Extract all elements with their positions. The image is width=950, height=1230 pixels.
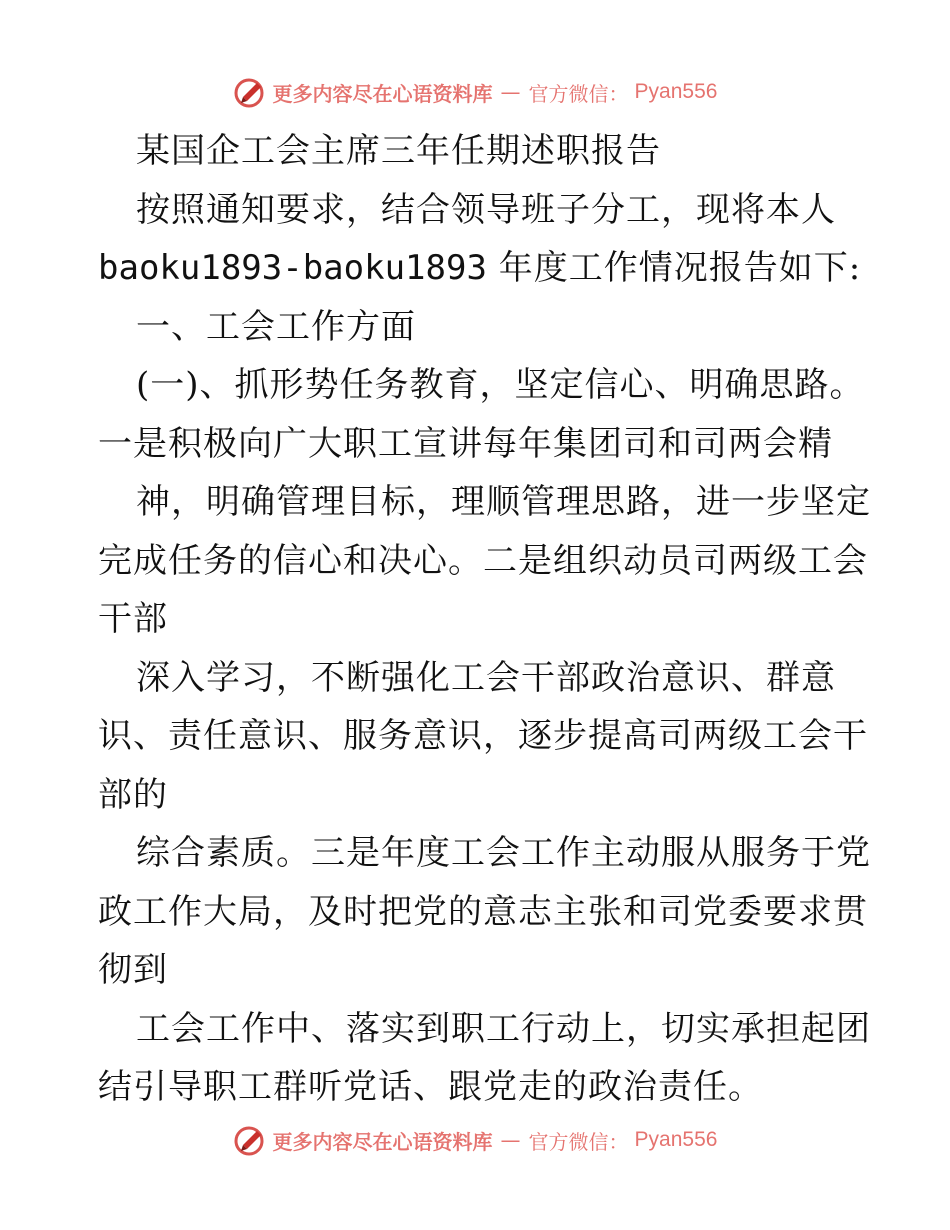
document-line: 干部 [98, 599, 168, 639]
pen-logo-icon [233, 75, 267, 109]
document-line: 工会工作中、落实到职工行动上，切实承担起团 [136, 1008, 871, 1049]
document-line: 一、工会工作方面 [136, 306, 416, 347]
document-line: 深入学习，不断强化工会干部政治意识、群意 [136, 657, 836, 698]
watermark-wechat-id: Pyan556 [634, 1128, 718, 1151]
document-line: 彻到 [98, 950, 168, 990]
document-line: 政工作大局，及时把党的意志主张和司党委要求贯 [98, 891, 868, 932]
document-line [98, 239, 868, 298]
watermark-official-label: 官方微信： [528, 1129, 629, 1154]
watermark-main-text: 更多内容尽在心语资料库 [272, 1129, 493, 1154]
document-line: (一)、抓形势任务教育，坚定信心、明确思路。 [136, 365, 865, 405]
document-line: 识、责任意识、服务意识，逐步提高司两级工会干 [98, 716, 868, 756]
document-body [98, 122, 871, 1117]
document-line-code: baoku1893-baoku1893 [98, 248, 487, 288]
watermark-dash: — [500, 80, 521, 104]
footer-watermark [0, 1118, 950, 1162]
watermark-wechat-id: Pyan556 [634, 80, 718, 103]
document-line: 结引导职工群听党话、跟党走的政治责任。 [98, 1067, 763, 1107]
document-line: 一是积极向广大职工宣讲每年集团司和司两会精 [98, 423, 833, 464]
document-line: 神，明确管理目标，理顺管理思路，进一步坚定 [136, 482, 871, 522]
document-line: 综合素质。三是年度工会工作主动服从服务于党 [136, 833, 871, 873]
watermark-dash: — [500, 1128, 521, 1152]
header-watermark [0, 70, 950, 114]
document-line: 按照通知要求，结合领导班子分工，现将本人 [136, 189, 836, 230]
document-line: 某国企工会主席三年任期述职报告 [136, 131, 661, 171]
watermark-main-text: 更多内容尽在心语资料库 [272, 81, 493, 106]
pen-logo-icon [233, 1123, 267, 1157]
document-line: 完成任务的信心和决心。二是组织动员司两级工会 [98, 540, 868, 581]
watermark-official-label: 官方微信： [528, 81, 629, 106]
document-line: 部的 [98, 774, 168, 815]
document-line-rest: 年度工作情况报告如下: [486, 248, 862, 288]
